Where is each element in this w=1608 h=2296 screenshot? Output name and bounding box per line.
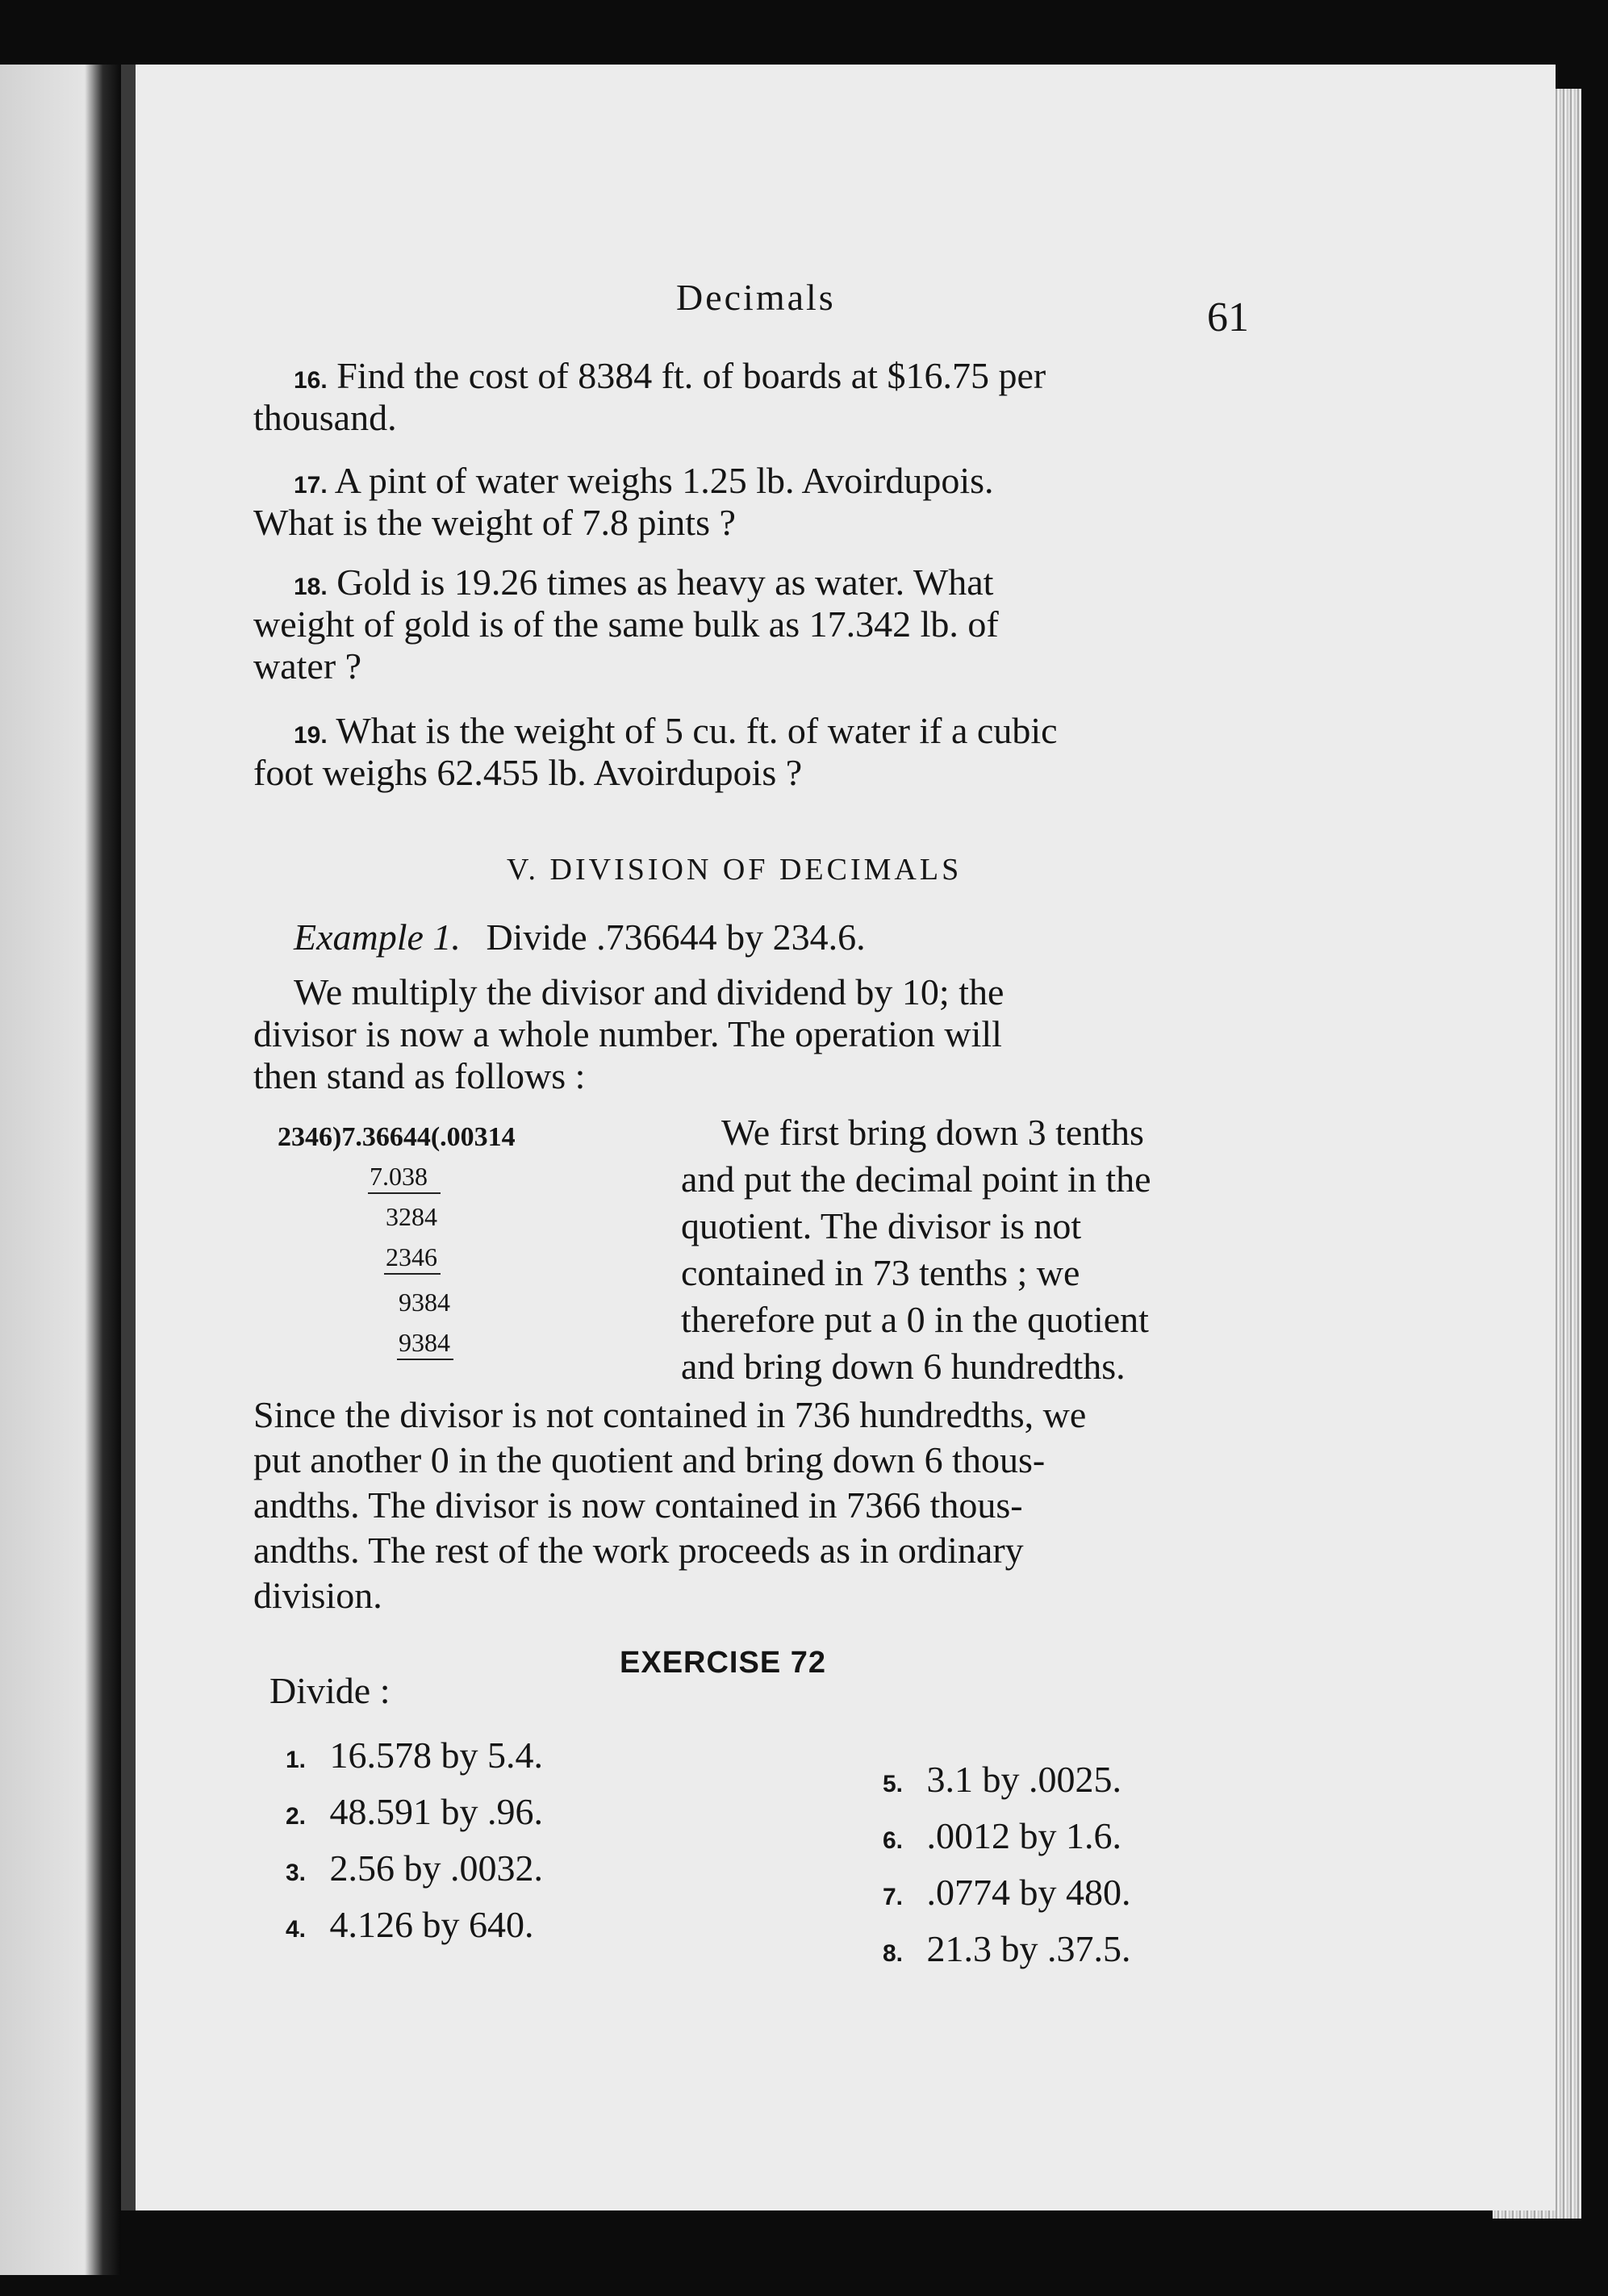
problem-17	[294, 460, 994, 507]
exercise-number: 3.	[286, 1860, 307, 1886]
problem-text-line: weight of gold is of the same bulk as 17.342 lb. of	[253, 603, 999, 645]
explanation-line: and put the decimal point in the	[681, 1158, 1151, 1200]
exercise-number: 1.	[286, 1747, 307, 1773]
exercise-number: 5.	[883, 1771, 904, 1797]
paragraph-line: then stand as follows :	[253, 1055, 586, 1096]
exercise-text: .0774 by 480.	[926, 1872, 1131, 1913]
exercise-title: EXERCISE 72	[620, 1646, 826, 1680]
explanation-line: quotient. The divisor is not	[681, 1205, 1082, 1246]
explanation-line: therefore put a 0 in the quotient	[681, 1299, 1149, 1340]
exercise-item	[286, 1791, 543, 1838]
explanation-line: contained in 73 tenths ; we	[681, 1252, 1080, 1293]
paragraph-line: We multiply the divisor and dividend by 10; the	[294, 971, 1004, 1012]
exercise-item	[883, 1815, 1121, 1862]
page-number: 61	[1207, 294, 1249, 340]
paragraph-line: put another 0 in the quotient and bring down 6 thous-	[253, 1439, 1046, 1480]
explanation-line: and bring down 6 hundredths.	[681, 1346, 1126, 1387]
facing-page-edge	[0, 65, 121, 2275]
paragraph-line: andths. The divisor is now contained in 7366 thous-	[253, 1484, 1023, 1526]
exercise-text: .0012 by 1.6.	[926, 1815, 1122, 1856]
explanation-line: We first bring down 3 tenths	[721, 1112, 1144, 1153]
problem-text-line: What is the weight of 7.8 pints ?	[253, 502, 736, 543]
problem-text-line: thousand.	[253, 397, 397, 438]
exercise-text: 4.126 by 640.	[329, 1904, 534, 1945]
exercise-text: 21.3 by .37.5.	[926, 1928, 1131, 1969]
exercise-number: 7.	[883, 1884, 904, 1910]
exercise-item	[286, 1847, 543, 1894]
paragraph-line: Since the divisor is not contained in 736 hundredths, we	[253, 1394, 1087, 1435]
division-line: 9384	[399, 1288, 450, 1317]
division-rule	[384, 1273, 441, 1275]
exercise-number: 2.	[286, 1803, 307, 1830]
problem-19	[294, 710, 1058, 757]
division-rule	[397, 1359, 453, 1360]
exercise-item	[883, 1928, 1131, 1975]
exercise-number: 6.	[883, 1827, 904, 1854]
problem-number: 16.	[294, 367, 328, 394]
division-line: 7.038	[370, 1162, 428, 1191]
division-line: 9384	[399, 1328, 450, 1357]
exercise-text: 16.578 by 5.4.	[329, 1735, 544, 1776]
problem-text-line: Gold is 19.26 times as heavy as water. What	[336, 561, 994, 603]
problem-number: 19.	[294, 722, 328, 749]
book-page	[121, 65, 1556, 2210]
division-line: 2346)7.36644(.00314	[278, 1122, 516, 1152]
exercise-item	[286, 1904, 534, 1951]
exercise-text: 2.56 by .0032.	[329, 1847, 544, 1889]
section-heading: V. DIVISION OF DECIMALS	[507, 853, 963, 887]
exercise-item	[883, 1759, 1121, 1805]
division-line: 3284	[386, 1202, 437, 1231]
running-title: Decimals	[676, 277, 836, 318]
exercise-item	[286, 1735, 543, 1781]
problem-16	[294, 355, 1046, 402]
exercise-item	[883, 1872, 1131, 1918]
problem-text-line: foot weighs 62.455 lb. Avoirdupois ?	[253, 752, 803, 793]
problem-text-line: water ?	[253, 645, 362, 687]
division-rule	[368, 1192, 441, 1194]
example-text: Divide .736644 by 234.6.	[486, 916, 866, 958]
paragraph-line: divisor is now a whole number. The operation will	[253, 1013, 1002, 1054]
problem-18	[294, 561, 993, 608]
exercise-lead: Divide :	[269, 1670, 391, 1711]
problem-number: 17.	[294, 472, 328, 499]
exercise-number: 4.	[286, 1916, 307, 1943]
exercise-number: 8.	[883, 1940, 904, 1967]
problem-text-line: Find the cost of 8384 ft. of boards at $16.75 per	[336, 355, 1046, 396]
problem-number: 18.	[294, 574, 328, 600]
problem-text-line: What is the weight of 5 cu. ft. of water if a cubic	[336, 710, 1058, 751]
problem-text-line: A pint of water weighs 1.25 lb. Avoirdupois.	[334, 460, 994, 501]
exercise-text: 48.591 by .96.	[329, 1791, 544, 1832]
example-label: Example 1.	[294, 916, 461, 958]
division-line: 2346	[386, 1242, 437, 1271]
paragraph-line: andths. The rest of the work proceeds as in ordinary	[253, 1530, 1024, 1571]
exercise-text: 3.1 by .0025.	[926, 1759, 1122, 1800]
paragraph-line: division.	[253, 1575, 382, 1616]
example-line	[294, 916, 866, 958]
